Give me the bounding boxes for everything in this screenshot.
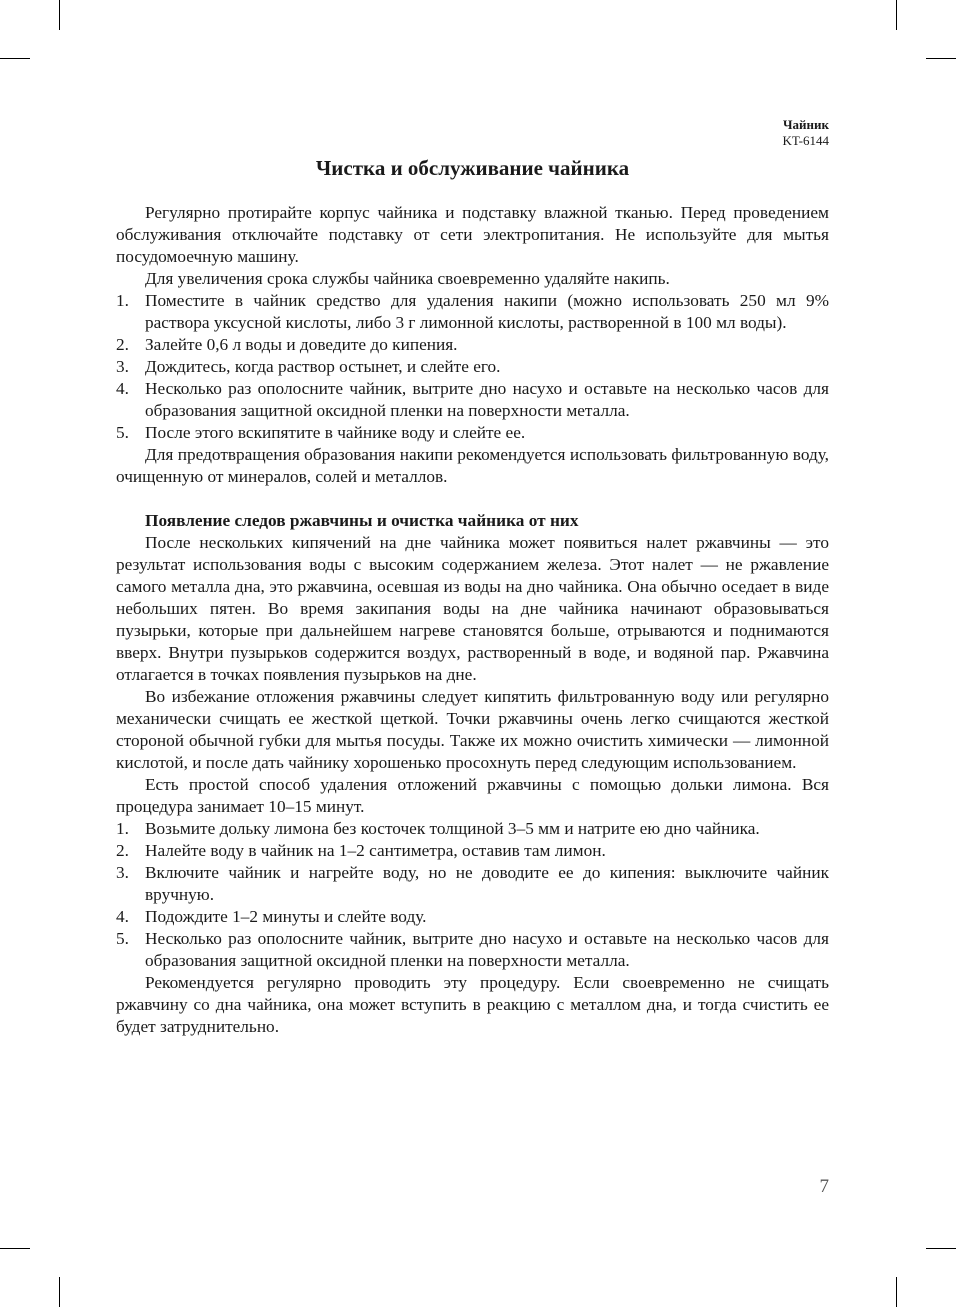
list-item-number: 5. xyxy=(116,929,129,948)
list-item-number: 5. xyxy=(116,423,129,442)
crop-mark-top-left xyxy=(59,0,60,30)
list-item-number: 4. xyxy=(116,907,129,926)
list-item xyxy=(116,290,829,334)
crop-mark-top-left-h xyxy=(0,58,30,59)
crop-mark-bottom-right-h xyxy=(926,1248,956,1249)
list-item-text: После этого вскипятите в чайнике воду и слейте ее. xyxy=(145,423,526,442)
list-item xyxy=(116,378,829,422)
closing-paragraph: Рекомендуется регулярно проводить эту процедуру. Если своевременно не счищать ржавчину со дна чайника, она может вступить в реакцию с металлом дна, и тогда счистить ее будет затруднительно. xyxy=(116,973,829,1036)
crop-mark-bottom-right xyxy=(896,1277,897,1307)
list-item-text: Подождите 1–2 минуты и слейте воду. xyxy=(145,907,427,926)
list-item xyxy=(116,862,829,906)
list-item-number: 3. xyxy=(116,357,129,376)
rust-paragraph-2: Во избежание отложения ржавчины следует кипятить фильтрованную воду или регулярно механически счищать ее жесткой щеткой. Точки ржавчины очень легко счищаются жесткой стороной обычной губки для мытья посуды. Также их можно очистить химически — лимонной кислотой, и после дать чайнику хорошенько просохнуть перед следующим использованием. xyxy=(116,687,829,772)
list-item xyxy=(116,356,829,378)
list-item xyxy=(116,818,829,840)
section-spacer xyxy=(116,488,829,510)
list-item-text: Налейте воду в чайник на 1–2 сантиметра, оставив там лимон. xyxy=(145,841,606,860)
list-item-text: Включите чайник и нагрейте воду, но не доводите ее до кипения: выключите чайник вручную. xyxy=(145,863,829,904)
prevention-paragraph: Для предотвращения образования накипи рекомендуется использовать фильтрованную воду, очищенную от минералов, солей и металлов. xyxy=(116,445,829,486)
list-item-number: 1. xyxy=(116,291,129,310)
page-title: Чистка и обслуживание чайника xyxy=(315,156,630,180)
rust-paragraph-3: Есть простой способ удаления отложений ржавчины с помощью дольки лимона. Вся процедура занимает 10–15 минут. xyxy=(116,775,829,816)
rust-paragraph-1: После нескольких кипячений на дне чайника может появиться налет ржавчины — это результат использования воды с высоким содержанием железа. Этот налет — не ржавление самого металла дна, это ржавчина, осевшая из воды на дно чайника. Она обычно оседает в виде небольших пятен. Во время закипания воды на дне чайника начинают образовываться пузырьки, которые при дальнейшем нагреве становятся больше, отрываются и поднимаются вверх. Внутри пузырьков содержится воздух, растворенный в воде, и водяной пар. Ржавчина отлагается в точках появления пузырьков на дне. xyxy=(116,533,829,684)
descale-intro-paragraph: Для увеличения срока службы чайника своевременно удаляйте накипь. xyxy=(145,269,670,288)
list-item xyxy=(116,928,829,972)
list-item-number: 2. xyxy=(116,841,129,860)
header-product: Чайник xyxy=(782,117,829,132)
crop-mark-bottom-left xyxy=(59,1277,60,1307)
list-item-text: Поместите в чайник средство для удаления накипи (можно использовать 250 мл 9% раствора уксусной кислоты, либо 3 г лимонной кислоты, растворенной в 100 мл воды). xyxy=(145,291,829,332)
list-item xyxy=(116,906,829,928)
running-header xyxy=(783,117,829,149)
lemon-steps-list xyxy=(116,818,829,972)
section-heading-rust: Появление следов ржавчины и очистка чайника от них xyxy=(145,511,579,530)
list-item-number: 1. xyxy=(116,819,129,838)
crop-mark-top-right xyxy=(896,0,897,30)
list-item xyxy=(116,840,829,862)
list-item-text: Дождитесь, когда раствор остынет, и слейте его. xyxy=(145,357,501,376)
list-item-text: Возьмите дольку лимона без косточек толщиной 3–5 мм и натрите ею дно чайника. xyxy=(145,819,760,838)
list-item-text: Несколько раз ополосните чайник, вытрите дно насухо и оставьте на несколько часов для образования защитной оксидной пленки на поверхности металла. xyxy=(145,379,829,420)
page-number: 7 xyxy=(819,1176,829,1197)
list-item xyxy=(116,334,829,356)
list-item xyxy=(116,422,829,444)
list-item-number: 4. xyxy=(116,379,129,398)
document-body xyxy=(116,202,829,1038)
list-item-number: 2. xyxy=(116,335,129,354)
intro-paragraph: Регулярно протирайте корпус чайника и подставку влажной тканью. Перед проведением обслуживания отключайте подставку от сети электропитания. Не используйте для мытья посудомоечную машину. xyxy=(116,203,829,266)
list-item-number: 3. xyxy=(116,863,129,882)
list-item-text: Залейте 0,6 л воды и доведите до кипения. xyxy=(145,335,458,354)
crop-mark-top-right-h xyxy=(926,58,956,59)
crop-mark-bottom-left-h xyxy=(0,1248,30,1249)
descale-steps-list xyxy=(116,290,829,444)
list-item-text: Несколько раз ополосните чайник, вытрите дно насухо и оставьте на несколько часов для образования защитной оксидной пленки на поверхности металла. xyxy=(145,929,829,970)
header-model: KT-6144 xyxy=(782,133,829,148)
